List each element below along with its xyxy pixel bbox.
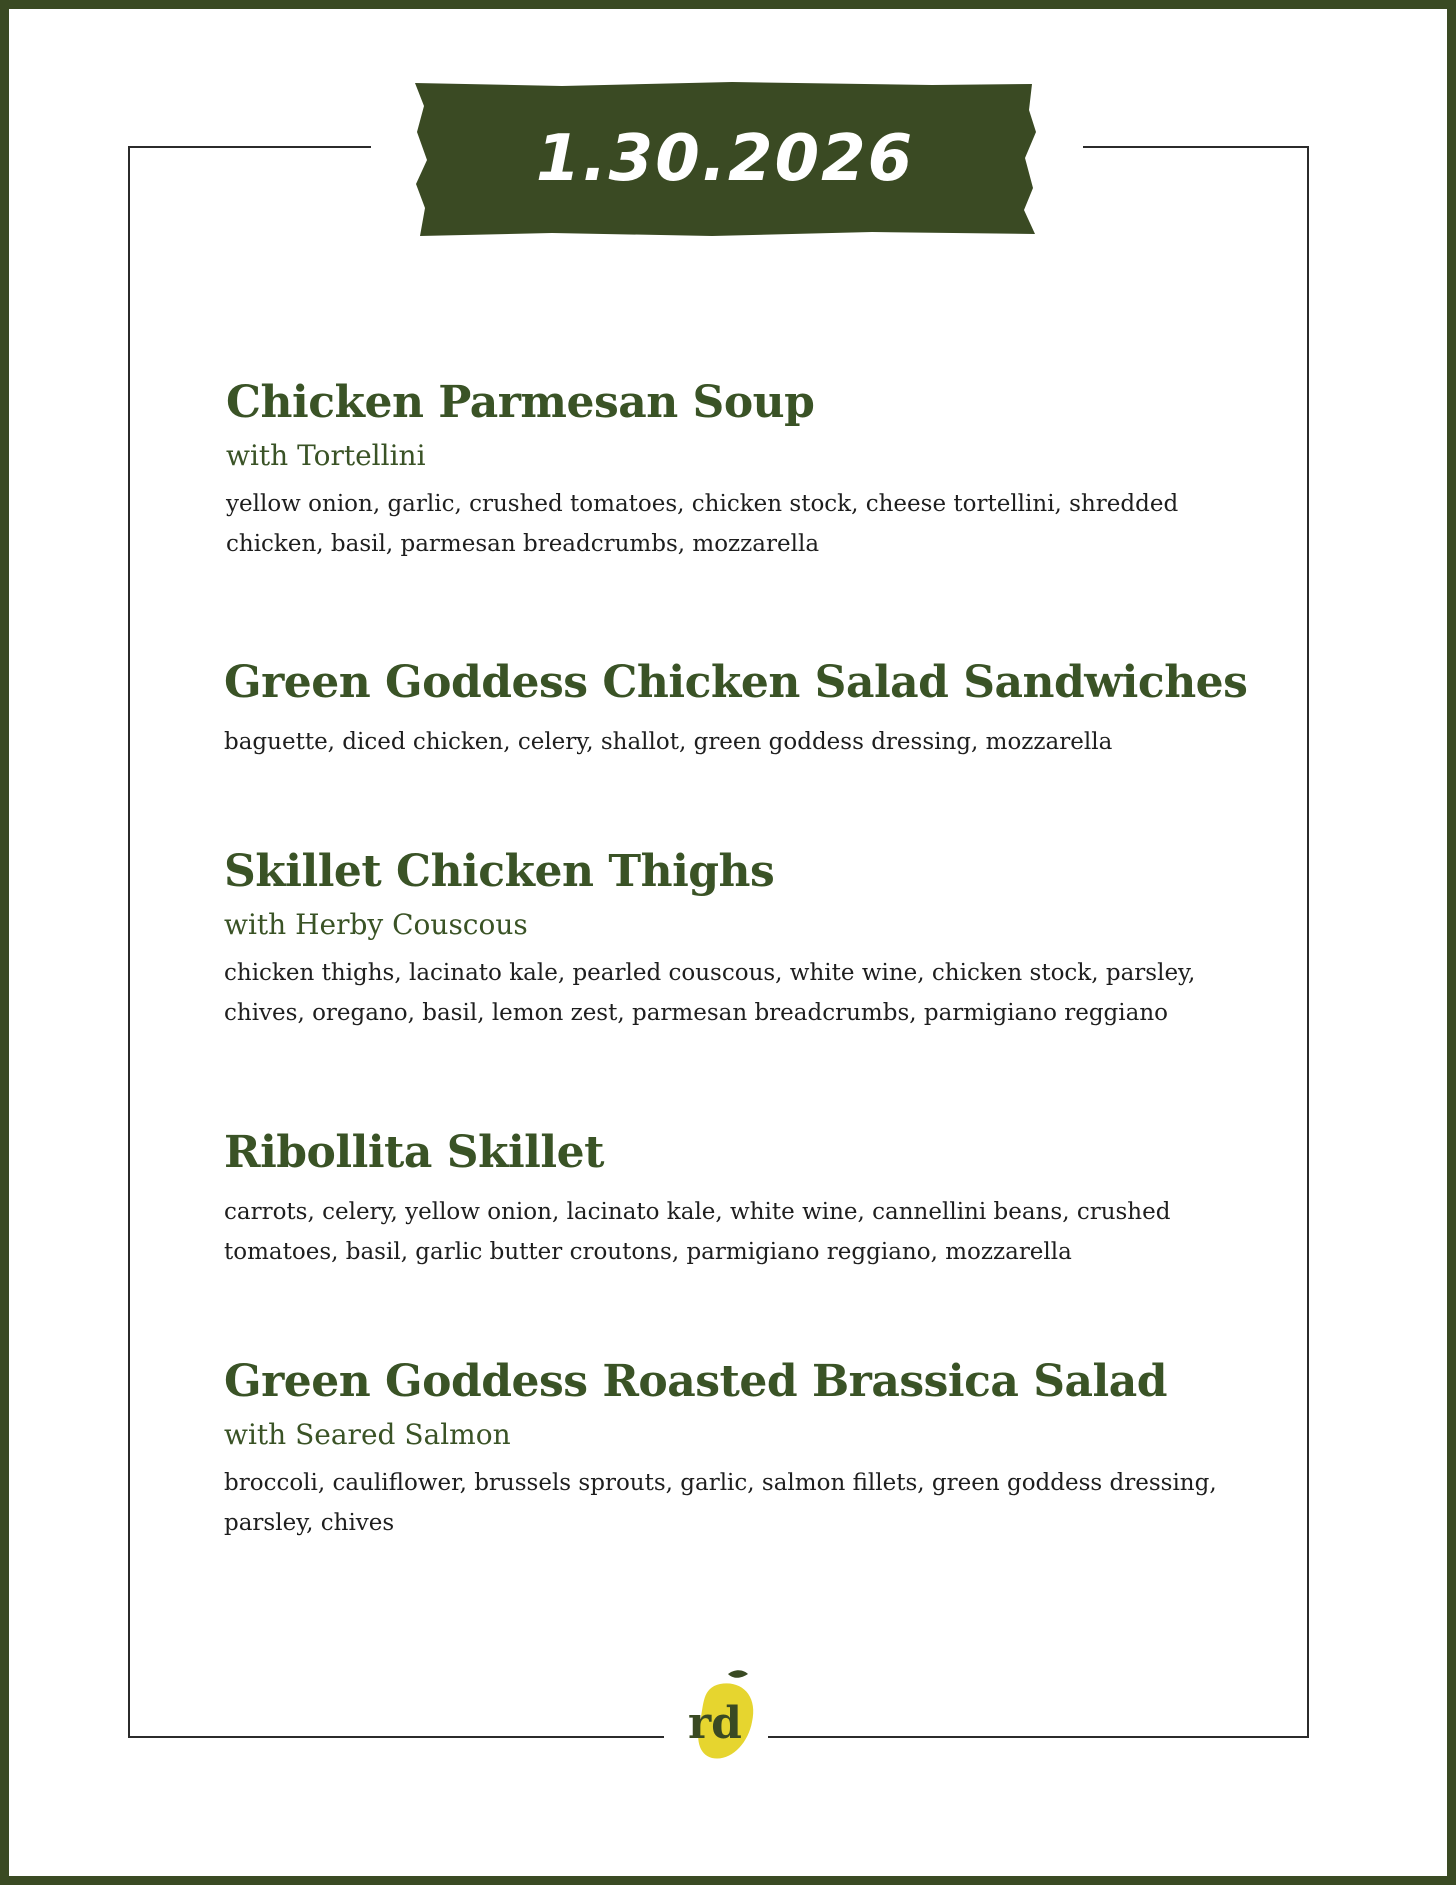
menu-item-ingredients: baguette, diced chicken, celery, shallot, green goddess dressing, mozzarella [224,729,1113,755]
menu-item [224,1122,1234,1272]
menu-item-title: Skillet Chicken Thighs [224,846,775,897]
menu-item-subtitle: with Seared Salmon [224,1418,511,1451]
date-heading: 1.30.2026 [535,122,915,196]
menu-item [224,1351,1234,1543]
leaf-icon [728,1670,748,1678]
menu-item-ingredients: chicken thighs, lacinato kale, pearled couscous, white wine, chicken stock, parsley, chives, oregano, basil, lemon zest, parmesan breadcrumbs, parmigiano reggiano [224,960,1196,1026]
menu-item [224,652,1247,762]
menu-item-title: Green Goddess Chicken Salad Sandwiches [224,657,1248,708]
menu-item-title: Chicken Parmesan Soup [226,377,815,428]
logo-letters: rd [688,1698,742,1749]
brand-logo [680,1666,762,1766]
menu-item [224,841,1234,1033]
menu-item-title: Ribollita Skillet [224,1127,604,1178]
menu-item-title: Green Goddess Roasted Brassica Salad [224,1356,1167,1407]
date-banner [412,80,1038,238]
menu-item-ingredients: carrots, celery, yellow onion, lacinato kale, white wine, cannellini beans, crushed tomatoes, basil, garlic butter croutons, parmigiano reggiano, mozzarella [224,1199,1171,1265]
menu-item-subtitle: with Tortellini [226,439,426,472]
menu-item-ingredients: broccoli, cauliflower, brussels sprouts, garlic, salmon fillets, green goddess dressing, parsley, chives [224,1470,1217,1536]
menu-item-subtitle: with Herby Couscous [224,908,528,941]
menu-item-ingredients: yellow onion, garlic, crushed tomatoes, chicken stock, cheese tortellini, shredded chicken, basil, parmesan breadcrumbs, mozzarella [226,491,1179,557]
menu-item [226,372,1236,564]
